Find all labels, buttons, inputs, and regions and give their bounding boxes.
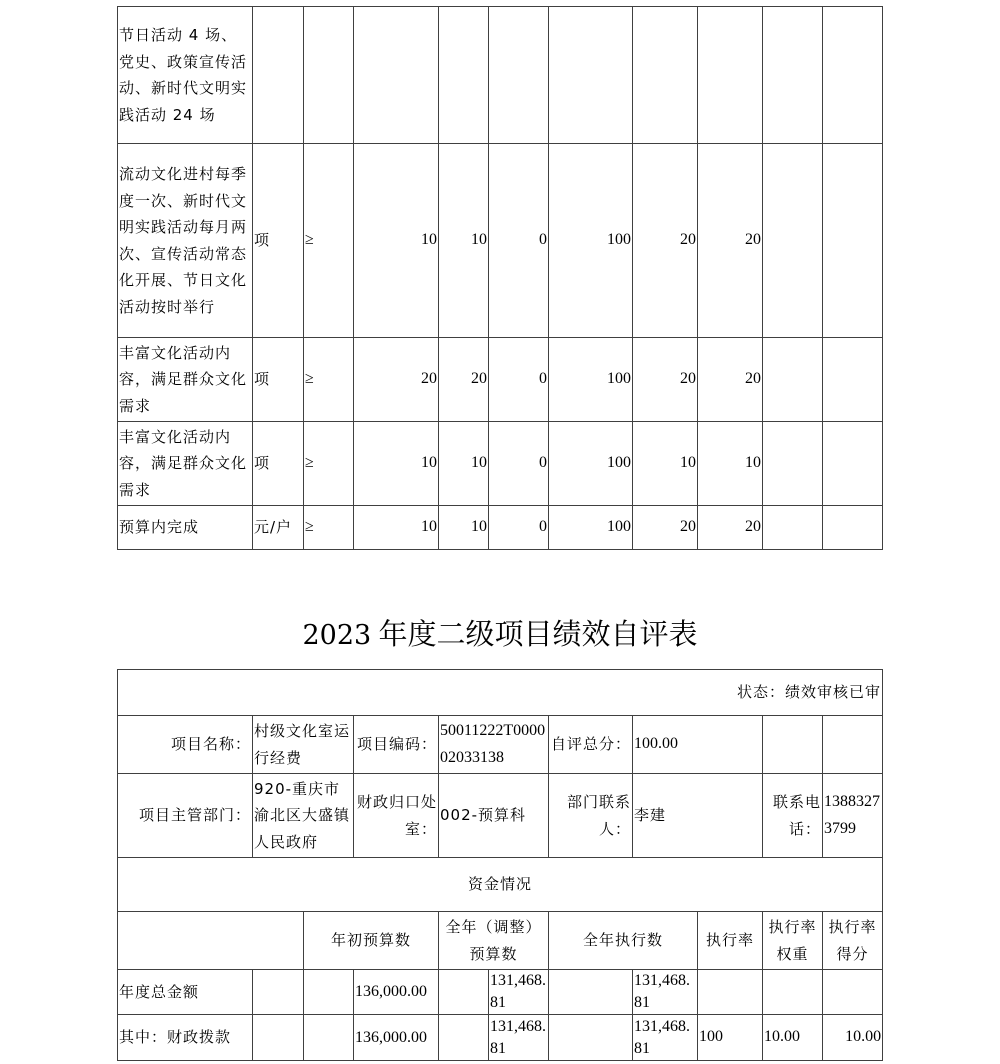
initial-budget-value: 136,000.00 xyxy=(354,970,439,1015)
status-badge: 状态：绩效审核已审 xyxy=(118,670,883,716)
rate-weight-value xyxy=(763,970,823,1015)
fund-row-label: 其中：财政拨款 xyxy=(118,1015,253,1061)
executed-value: 131,468.81 xyxy=(633,970,698,1015)
value-cell: 20 xyxy=(698,144,763,338)
page-title xyxy=(0,612,1000,653)
rate-weight-value: 10.00 xyxy=(763,1015,823,1061)
operator-cell: ≥ xyxy=(304,506,354,550)
rate-score-header: 执行率得分 xyxy=(823,912,883,970)
value-cell: 20 xyxy=(698,506,763,550)
indicator-cell: 节日活动 4 场、党史、政策宣传活动、新时代文明实践活动 24 场 xyxy=(118,7,253,144)
indicator-cell: 流动文化进村每季度一次、新时代文明实践活动每月两次、宣传活动常态化开展、节日文化活动按时举行 xyxy=(118,144,253,338)
project-name-value: 村级文化室运行经费 xyxy=(253,716,354,774)
value-cell: 20 xyxy=(439,338,489,422)
project-code-label: 项目编码： xyxy=(354,716,439,774)
rate-score-value xyxy=(823,970,883,1015)
funds-header-row xyxy=(118,858,883,912)
operator-cell: ≥ xyxy=(304,422,354,506)
value-cell: 10 xyxy=(439,422,489,506)
rate-value: 100 xyxy=(698,1015,763,1061)
operator-cell: ≥ xyxy=(304,144,354,338)
value-cell xyxy=(763,7,823,144)
value-cell: 100 xyxy=(549,422,633,506)
value-cell: 0 xyxy=(489,422,549,506)
value-cell xyxy=(698,7,763,144)
table-row xyxy=(118,506,883,550)
value-cell: 10 xyxy=(354,422,439,506)
empty-cell xyxy=(253,1015,304,1061)
value-cell xyxy=(763,506,823,550)
department-info-row xyxy=(118,774,883,858)
value-cell: 20 xyxy=(698,338,763,422)
finance-office-value: 002-预算科 xyxy=(439,774,549,858)
value-cell xyxy=(763,338,823,422)
empty-header-cell xyxy=(118,912,304,970)
empty-cell xyxy=(823,716,883,774)
finance-office-label: 财政归口处室： xyxy=(354,774,439,858)
operator-cell: ≥ xyxy=(304,338,354,422)
score-label: 自评总分： xyxy=(549,716,633,774)
fund-row xyxy=(118,970,883,1015)
value-cell: 0 xyxy=(489,144,549,338)
value-cell: 20 xyxy=(633,506,698,550)
initial-budget-value: 136,000.00 xyxy=(354,1015,439,1061)
table-row xyxy=(118,144,883,338)
self-evaluation-table xyxy=(117,669,883,1061)
value-cell: 100 xyxy=(549,144,633,338)
value-cell: 20 xyxy=(633,338,698,422)
indicator-cell: 丰富文化活动内容，满足群众文化需求 xyxy=(118,422,253,506)
funds-column-header-row xyxy=(118,912,883,970)
operator-cell xyxy=(304,7,354,144)
indicator-cell: 预算内完成 xyxy=(118,506,253,550)
value-cell xyxy=(549,7,633,144)
empty-cell xyxy=(253,970,304,1015)
project-code-value: 50011222T000002033138 xyxy=(439,716,549,774)
value-cell: 10 xyxy=(698,422,763,506)
adjusted-budget-value: 131,468.81 xyxy=(489,970,549,1015)
empty-cell xyxy=(439,1015,489,1061)
value-cell xyxy=(489,7,549,144)
value-cell: 0 xyxy=(489,506,549,550)
phone-label: 联系电话： xyxy=(763,774,823,858)
value-cell: 20 xyxy=(633,144,698,338)
contact-label: 部门联系人： xyxy=(549,774,633,858)
adjusted-budget-header: 全年（调整）预算数 xyxy=(439,912,549,970)
value-cell: 10 xyxy=(354,506,439,550)
phone-value: 13883273799 xyxy=(823,774,883,858)
value-cell xyxy=(633,7,698,144)
value-cell: 0 xyxy=(489,338,549,422)
table-row xyxy=(118,338,883,422)
fund-row xyxy=(118,1015,883,1061)
initial-budget-header: 年初预算数 xyxy=(304,912,439,970)
value-cell xyxy=(763,422,823,506)
unit-cell: 元/户 xyxy=(253,506,304,550)
value-cell: 10 xyxy=(439,506,489,550)
empty-cell xyxy=(549,970,633,1015)
value-cell xyxy=(354,7,439,144)
unit-cell: 项 xyxy=(253,338,304,422)
dept-value: 920-重庆市渝北区大盛镇人民政府 xyxy=(253,774,354,858)
title-text: 年度二级项目绩效自评表 xyxy=(378,619,698,651)
dept-label: 项目主管部门： xyxy=(118,774,253,858)
contact-value: 李建 xyxy=(633,774,763,858)
empty-cell xyxy=(763,716,823,774)
empty-cell xyxy=(439,970,489,1015)
value-cell xyxy=(823,506,883,550)
rate-value xyxy=(698,970,763,1015)
table-row xyxy=(118,7,883,144)
value-cell xyxy=(823,422,883,506)
value-cell xyxy=(823,338,883,422)
value-cell xyxy=(763,144,823,338)
unit-cell: 项 xyxy=(253,144,304,338)
value-cell: 10 xyxy=(354,144,439,338)
unit-cell: 项 xyxy=(253,422,304,506)
rate-header: 执行率 xyxy=(698,912,763,970)
value-cell: 20 xyxy=(354,338,439,422)
rate-score-value: 10.00 xyxy=(823,1015,883,1061)
indicator-cell: 丰富文化活动内容，满足群众文化需求 xyxy=(118,338,253,422)
empty-cell xyxy=(304,970,354,1015)
status-row xyxy=(118,670,883,716)
value-cell xyxy=(823,7,883,144)
executed-header: 全年执行数 xyxy=(549,912,698,970)
fund-row-label: 年度总金额 xyxy=(118,970,253,1015)
funds-header: 资金情况 xyxy=(118,858,883,912)
value-cell xyxy=(823,144,883,338)
empty-cell xyxy=(549,1015,633,1061)
value-cell: 10 xyxy=(439,144,489,338)
executed-value: 131,468.81 xyxy=(633,1015,698,1061)
table-row xyxy=(118,422,883,506)
value-cell: 10 xyxy=(633,422,698,506)
unit-cell xyxy=(253,7,304,144)
empty-cell xyxy=(304,1015,354,1061)
score-value: 100.00 xyxy=(633,716,763,774)
title-year: 2023 xyxy=(302,620,372,651)
value-cell: 100 xyxy=(549,506,633,550)
project-info-row xyxy=(118,716,883,774)
value-cell: 100 xyxy=(549,338,633,422)
indicator-table xyxy=(117,6,883,550)
rate-weight-header: 执行率权重 xyxy=(763,912,823,970)
value-cell xyxy=(439,7,489,144)
project-name-label: 项目名称： xyxy=(118,716,253,774)
adjusted-budget-value: 131,468.81 xyxy=(489,1015,549,1061)
